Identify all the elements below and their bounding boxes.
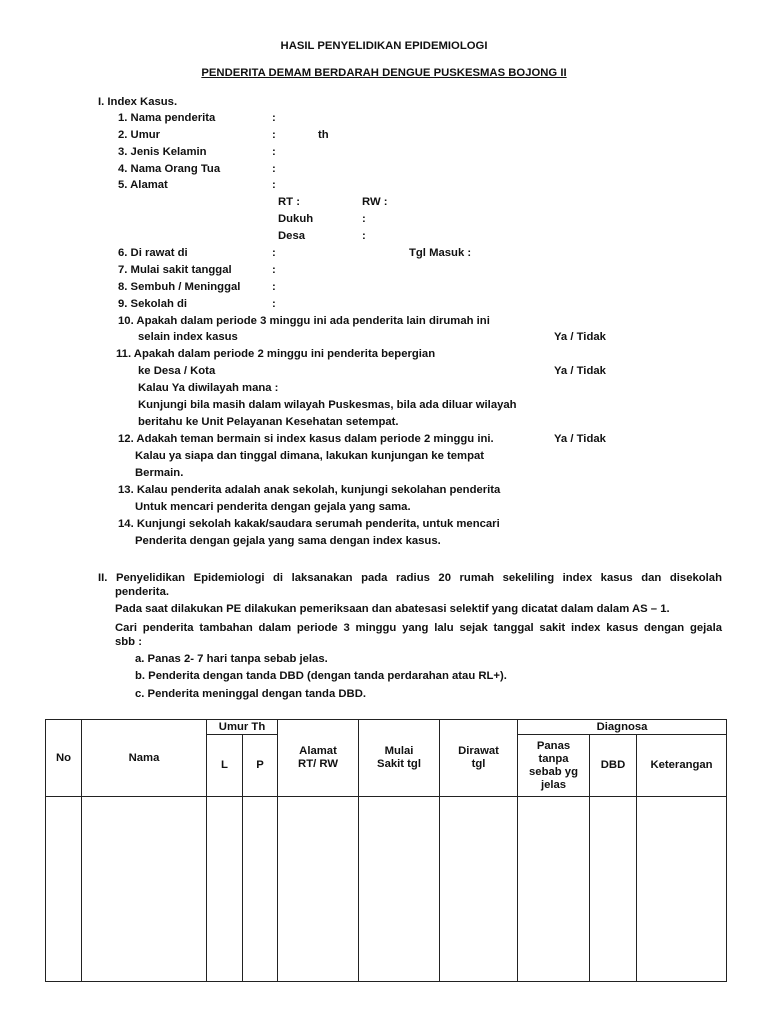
header-alamat bbox=[278, 720, 359, 797]
section-2-heading: II. Penyelidikan Epidemiologi di laksanakan pada radius 20 rumah sekeliling index kasus dan disekolah bbox=[98, 572, 722, 584]
field-colon: : bbox=[362, 230, 366, 242]
field-colon: : bbox=[272, 146, 276, 158]
field-rt-label: RT : bbox=[278, 196, 300, 208]
question-14-line-2: Penderita dengan gejala yang sama dengan index kasus. bbox=[135, 535, 441, 547]
header-no: No bbox=[46, 720, 82, 797]
field-colon: : bbox=[272, 163, 276, 175]
field-rw-label: RW : bbox=[362, 196, 388, 208]
table-cell bbox=[590, 797, 637, 982]
question-14-line-1: 14. Kunjungi sekolah kakak/saudara serumah penderita, untuk mencari bbox=[118, 518, 500, 530]
header-umur: Umur Th bbox=[207, 720, 278, 735]
field-jenis-kelamin-label: 3. Jenis Kelamin bbox=[118, 146, 207, 158]
question-11-answer: Ya / Tidak bbox=[554, 365, 606, 377]
question-10-line-1: 10. Apakah dalam periode 3 minggu ini ada penderita lain dirumah ini bbox=[118, 315, 490, 327]
table-cell bbox=[278, 797, 359, 982]
pe-table bbox=[45, 719, 727, 982]
header-l: L bbox=[207, 735, 243, 797]
header-panas-line-1: Panas bbox=[536, 739, 571, 752]
field-desa-label: Desa bbox=[278, 230, 306, 242]
field-nama-penderita-label: 1. Nama penderita bbox=[118, 112, 216, 124]
section-2-para-2-cont: sbb : bbox=[115, 636, 142, 648]
field-colon: : bbox=[272, 247, 276, 259]
header-dbd: DBD bbox=[590, 735, 637, 797]
header-mulai-sakit bbox=[359, 720, 440, 797]
criteria-b: b. Penderita dengan tanda DBD (dengan tanda perdarahan atau RL+). bbox=[135, 670, 507, 682]
question-12-line-1: 12. Adakah teman bermain si index kasus dalam periode 2 minggu ini. bbox=[118, 433, 494, 445]
field-colon: : bbox=[272, 129, 276, 141]
criteria-c: c. Penderita meninggal dengan tanda DBD. bbox=[135, 688, 366, 700]
question-11-line-3: Kalau Ya diwilayah mana : bbox=[138, 382, 279, 394]
question-11-line-2: ke Desa / Kota bbox=[138, 365, 216, 377]
header-panas-line-4: jelas bbox=[540, 778, 567, 791]
field-nama-orang-tua-label: 4. Nama Orang Tua bbox=[118, 163, 221, 175]
section-2-para-1: Pada saat dilakukan PE dilakukan pemeriksaan dan abatesasi selektif yang dicatat dalam dalam AS – 1. bbox=[115, 603, 670, 615]
field-colon: : bbox=[272, 179, 276, 191]
header-mulai-line-1: Mulai bbox=[384, 745, 414, 757]
question-11-line-5: beritahu ke Unit Pelayanan Kesehatan setempat. bbox=[138, 416, 399, 428]
header-panas-line-3: sebab yg bbox=[529, 765, 578, 778]
field-alamat-label: 5. Alamat bbox=[118, 179, 168, 191]
field-umur-unit: th bbox=[318, 129, 329, 141]
table-cell bbox=[207, 797, 243, 982]
section-2-heading-cont: penderita. bbox=[115, 586, 169, 598]
question-13-line-2: Untuk mencari penderita dengan gejala yang sama. bbox=[135, 501, 411, 513]
table-cell bbox=[46, 797, 82, 982]
header-panas bbox=[518, 735, 590, 797]
field-dirawat-label: 6. Di rawat di bbox=[118, 247, 188, 259]
header-mulai-line-2: Sakit tgl bbox=[377, 758, 421, 770]
field-colon: : bbox=[362, 213, 366, 225]
field-dukuh-label: Dukuh bbox=[278, 213, 314, 225]
field-colon: : bbox=[272, 281, 276, 293]
field-colon: : bbox=[272, 264, 276, 276]
page-title: HASIL PENYELIDIKAN EPIDEMIOLOGI bbox=[280, 40, 488, 52]
table-cell bbox=[243, 797, 278, 982]
header-diagnosa: Diagnosa bbox=[518, 720, 727, 735]
header-panas-line-2: tanpa bbox=[538, 752, 569, 765]
section-1-heading: I. Index Kasus. bbox=[98, 96, 178, 108]
table-cell bbox=[518, 797, 590, 982]
header-p: P bbox=[243, 735, 278, 797]
field-sembuh-label: 8. Sembuh / Meninggal bbox=[118, 281, 241, 293]
question-11-line-1: 11. Apakah dalam periode 2 minggu ini penderita bepergian bbox=[116, 348, 436, 360]
header-dirawat-line-2: tgl bbox=[471, 758, 486, 770]
header-dirawat bbox=[440, 720, 518, 797]
question-10-answer: Ya / Tidak bbox=[554, 331, 606, 343]
field-tgl-masuk-label: Tgl Masuk : bbox=[409, 247, 472, 259]
question-12-line-2: Kalau ya siapa dan tinggal dimana, lakukan kunjungan ke tempat bbox=[135, 450, 485, 462]
header-keterangan: Keterangan bbox=[637, 735, 727, 797]
table-cell bbox=[637, 797, 727, 982]
section-2-para-2: Cari penderita tambahan dalam periode 3 minggu yang lalu sejak tanggal sakit index kasus dengan gejala bbox=[115, 622, 722, 634]
question-12-answer: Ya / Tidak bbox=[554, 433, 606, 445]
criteria-a: a. Panas 2- 7 hari tanpa sebab jelas. bbox=[135, 653, 328, 665]
field-umur-label: 2. Umur bbox=[118, 129, 161, 141]
page-subtitle: PENDERITA DEMAM BERDARAH DENGUE PUSKESMAS BOJONG II bbox=[201, 67, 567, 79]
field-mulai-sakit-label: 7. Mulai sakit tanggal bbox=[118, 264, 232, 276]
header-dirawat-line-1: Dirawat bbox=[458, 745, 499, 757]
field-colon: : bbox=[272, 298, 276, 310]
table-cell bbox=[440, 797, 518, 982]
field-sekolah-label: 9. Sekolah di bbox=[118, 298, 188, 310]
header-alamat-line-2: RT/ RW bbox=[298, 758, 338, 770]
question-12-line-3: Bermain. bbox=[135, 467, 184, 479]
field-colon: : bbox=[272, 112, 276, 124]
header-alamat-line-1: Alamat bbox=[299, 745, 337, 757]
question-13-line-1: 13. Kalau penderita adalah anak sekolah, kunjungi sekolahan penderita bbox=[118, 484, 501, 496]
header-nama: Nama bbox=[82, 720, 207, 797]
question-10-line-2: selain index kasus bbox=[138, 331, 238, 343]
question-11-line-4: Kunjungi bila masih dalam wilayah Puskesmas, bila ada diluar wilayah bbox=[138, 399, 517, 411]
table-cell bbox=[82, 797, 207, 982]
table-cell bbox=[359, 797, 440, 982]
